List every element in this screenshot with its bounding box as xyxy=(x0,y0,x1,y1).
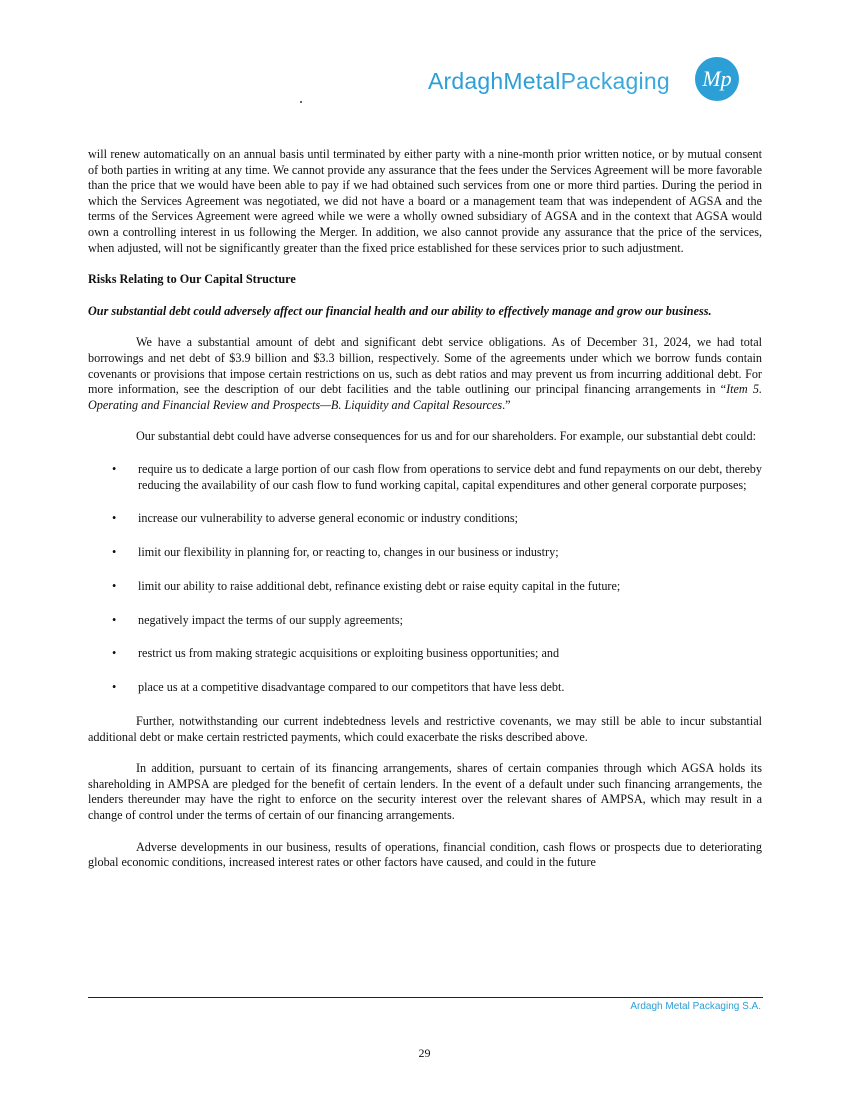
list-item xyxy=(88,579,762,595)
page-number: 29 xyxy=(418,1046,431,1060)
page-content xyxy=(88,147,762,871)
bullet-icon: • xyxy=(112,511,117,526)
list-item-text: negatively impact the terms of our supply agreements; xyxy=(138,612,404,627)
list-item-text: place us at a competitive disadvantage compared to our competitors that have less debt. xyxy=(138,680,565,695)
consequences-paragraph: Our substantial debt could have adverse consequences for us and for our shareholders. For example, our substantial debt could: xyxy=(136,429,757,444)
stray-mark xyxy=(300,101,302,103)
list-item-text: require us to dedicate a large portion of our cash flow from operations to service debt and fund repayments on our debt, thereby reducing the availability of our cash flow to fund working capital, capital expenditures and other general corporate purposes; xyxy=(138,461,762,492)
list-item-text: limit our flexibility in planning for, or reacting to, changes in our business or industry; xyxy=(138,545,559,560)
bullet-icon: • xyxy=(112,545,117,560)
brand-wordmark xyxy=(428,67,670,95)
list-item xyxy=(88,545,762,561)
debt-paragraph-end: .” xyxy=(502,397,511,412)
bullet-icon: • xyxy=(112,646,117,661)
bullet-icon: • xyxy=(112,612,117,627)
section-heading: Risks Relating to Our Capital Structure xyxy=(88,272,296,287)
list-item-text: restrict us from making strategic acquisitions or exploiting business opportunities; and xyxy=(138,646,560,661)
brand-ardagh: Ardagh xyxy=(428,68,504,94)
risk-heading: Our substantial debt could adversely affect our financial health and our ability to effectively manage and grow our business. xyxy=(88,303,712,318)
further-paragraph: Further, notwithstanding our current indebtedness levels and restrictive covenants, we may still be able to incur substantial additional debt or make certain restricted payments, which could exacerbate the risks described above. xyxy=(88,713,762,744)
bullet-icon: • xyxy=(112,578,117,593)
footer-divider xyxy=(88,997,763,998)
footer-company-name: Ardagh Metal Packaging S.A. xyxy=(630,1001,761,1012)
item5-reference: Item 5. Operating and Financial Review and Prospects—B. Liquidity and Capital Resources xyxy=(88,382,762,412)
brand-packaging: Packaging xyxy=(560,68,670,94)
list-item xyxy=(88,646,762,662)
debt-paragraph-text: We have a substantial amount of debt and significant debt service obligations. As of December 31, 2024, we had total borrowings and net debt of $3.9 billion and $3.3 billion, respectively. Some of the agreements under which we borrow funds contain covenants or provisions that impose certain restrictions on us, such as debt ratios and may prevent us from incurring additional debt. For more information, see the description of our debt facilities and the table outlining our principal financing arrangements in “ xyxy=(88,335,762,397)
list-item xyxy=(88,462,762,493)
logo-letters: Mp xyxy=(702,66,732,91)
pledge-paragraph: In addition, pursuant to certain of its financing arrangements, shares of certain companies through which AGSA holds its shareholding in AMPSA are pledged for the benefit of certain lenders. In the event of a default under such financing arrangements, the lenders thereunder may have the right to enforce on the security interest over the relevant shares of AMPSA, which may result in a change of control under the terms of certain of our financing arrangements. xyxy=(88,761,762,822)
list-item-text: limit our ability to raise additional debt, refinance existing debt or raise equity capital in the future; xyxy=(138,578,621,593)
bullet-icon: • xyxy=(112,461,117,476)
page-header xyxy=(0,0,849,110)
list-item xyxy=(88,680,762,696)
consequences-list xyxy=(88,462,762,696)
list-item xyxy=(88,511,762,527)
brand-metal: Metal xyxy=(503,68,561,94)
list-item xyxy=(88,613,762,629)
debt-paragraph xyxy=(88,335,762,413)
continued-paragraph: will renew automatically on an annual basis until terminated by either party with a nine-month prior written notice, or by mutual consent of both parties in writing at any time. We cannot provide any assurance that the fees under the Services Agreement will be more favorable than the price that we would have been able to pay if we had obtained such services from one or more third parties. During the period in which the Services Agreement was negotiated, we did not have a board or a management team that was independent of AGSA and the terms of the Services Agreement were agreed while we were a wholly owned subsidiary of AGSA and in the context that AGSA would own a controlling interest in us following the Merger. In addition, we also cannot provide any assurance that the price of the services, when adjusted, will not be significantly greater than the fixed price established for these services prior to such adjustment. xyxy=(88,147,762,255)
amp-logo-icon xyxy=(693,55,741,103)
list-item-text: increase our vulnerability to adverse general economic or industry conditions; xyxy=(138,511,519,526)
adverse-paragraph: Adverse developments in our business, results of operations, financial condition, cash flows or prospects due to deteriorating global economic conditions, increased interest rates or other factors have caused, and could in the future xyxy=(88,839,762,870)
bullet-icon: • xyxy=(112,680,117,695)
